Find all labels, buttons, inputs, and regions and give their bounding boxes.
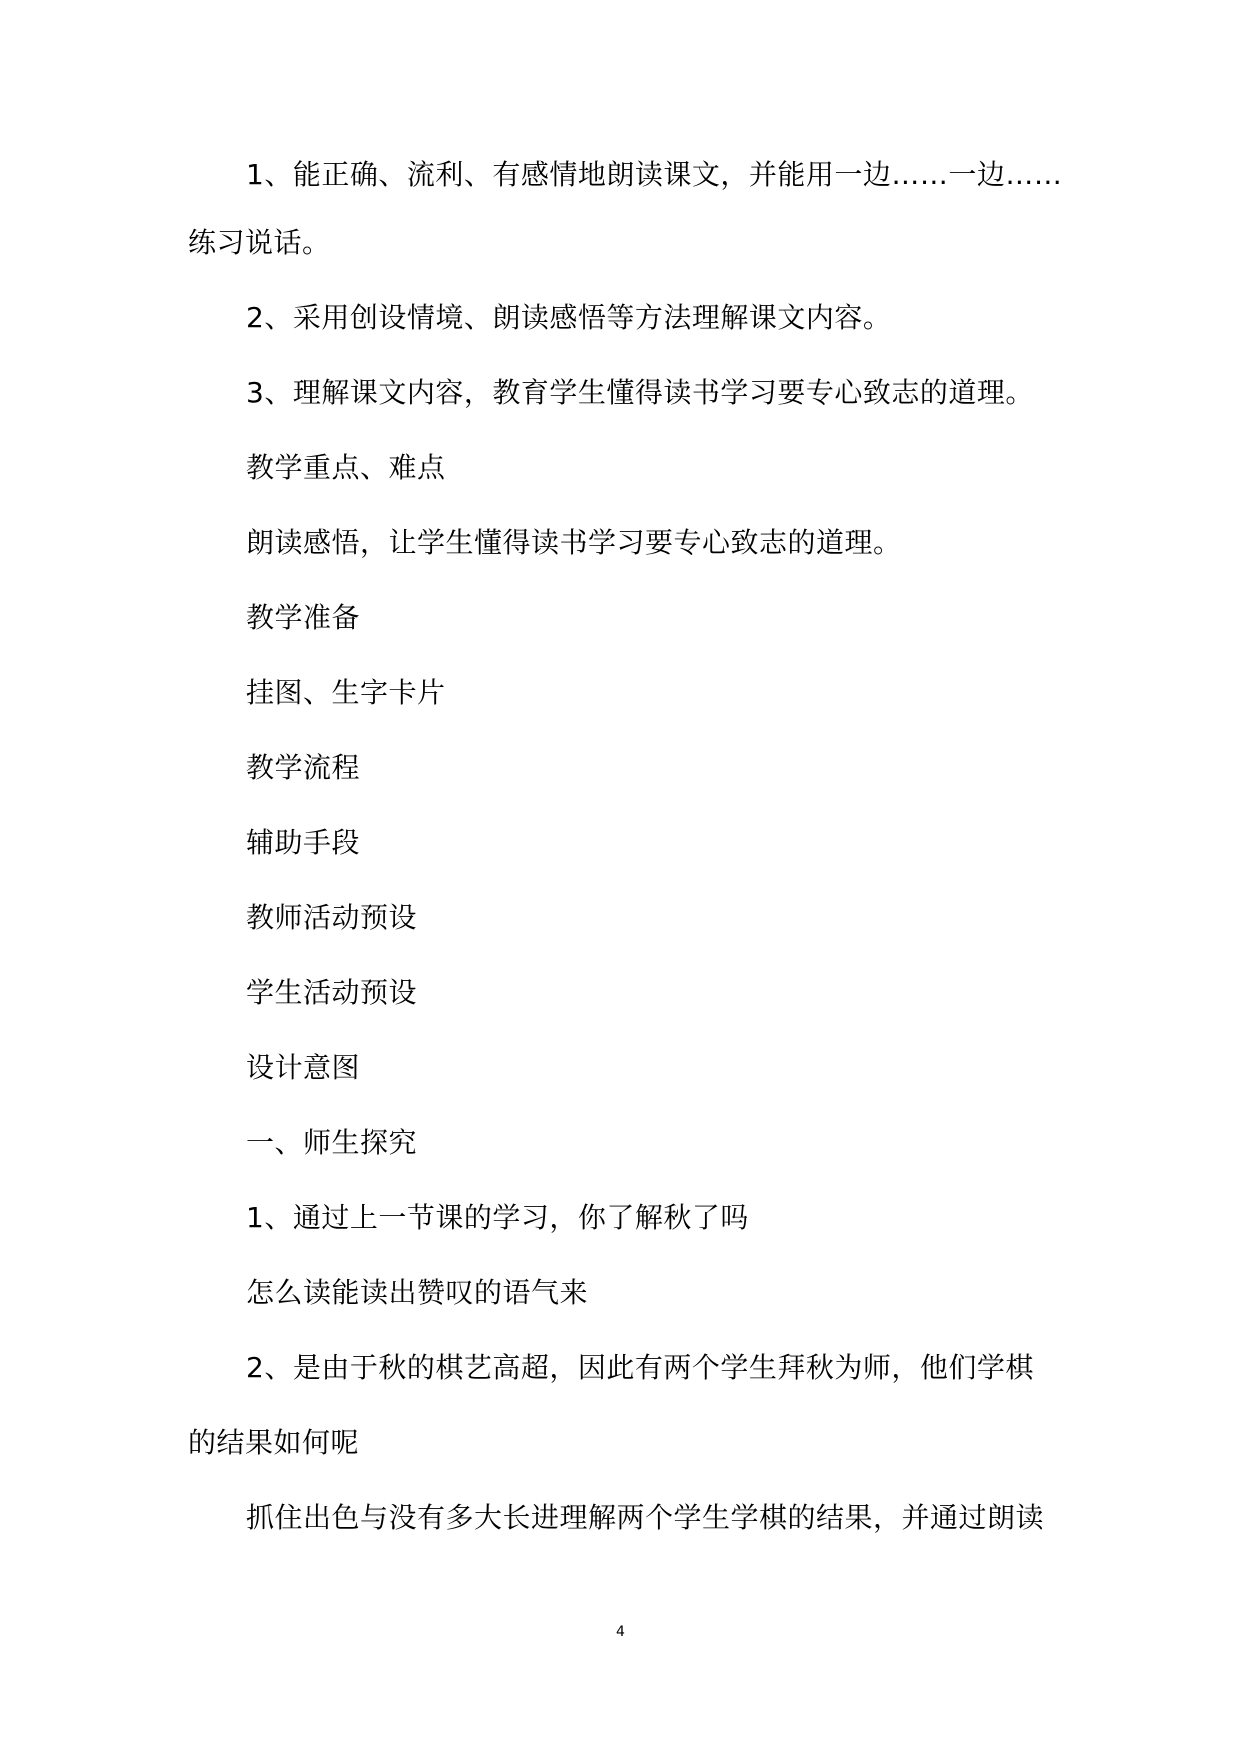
text-line: 怎么读能读出赞叹的语气来 [246, 1276, 589, 1309]
page-number: 4 [616, 1624, 625, 1640]
text-line: 2、是由于秋的棋艺高超，因此有两个学生拜秋为师，他们学棋 [246, 1351, 1034, 1384]
text-line: 抓住出色与没有多大长进理解两个学生学棋的结果，并通过朗读 [246, 1501, 1045, 1534]
text-line: 2、采用创设情境、朗读感悟等方法理解课文内容。 [246, 301, 892, 334]
text-line: 1、通过上一节课的学习，你了解秋了吗 [246, 1201, 749, 1234]
section-heading: 教学重点、难点 [246, 451, 446, 484]
text-line: 挂图、生字卡片 [246, 676, 446, 709]
text-line: 辅助手段 [246, 826, 361, 859]
text-line: 1、能正确、流利、有感情地朗读课文，并能用一边……一边…… [246, 158, 1063, 191]
text-line: 练习说话。 [188, 226, 331, 259]
text-line: 朗读感悟，让学生懂得读书学习要专心致志的道理。 [246, 526, 902, 559]
text-line: 学生活动预设 [246, 976, 418, 1009]
section-heading: 教学准备 [246, 601, 361, 634]
text-line: 的结果如何呢 [188, 1426, 360, 1459]
section-heading: 教学流程 [246, 751, 361, 784]
text-line: 3、理解课文内容，教育学生懂得读书学习要专心致志的道理。 [246, 376, 1034, 409]
text-line: 教师活动预设 [246, 901, 418, 934]
text-line: 设计意图 [246, 1051, 361, 1084]
section-heading: 一、师生探究 [246, 1126, 418, 1159]
